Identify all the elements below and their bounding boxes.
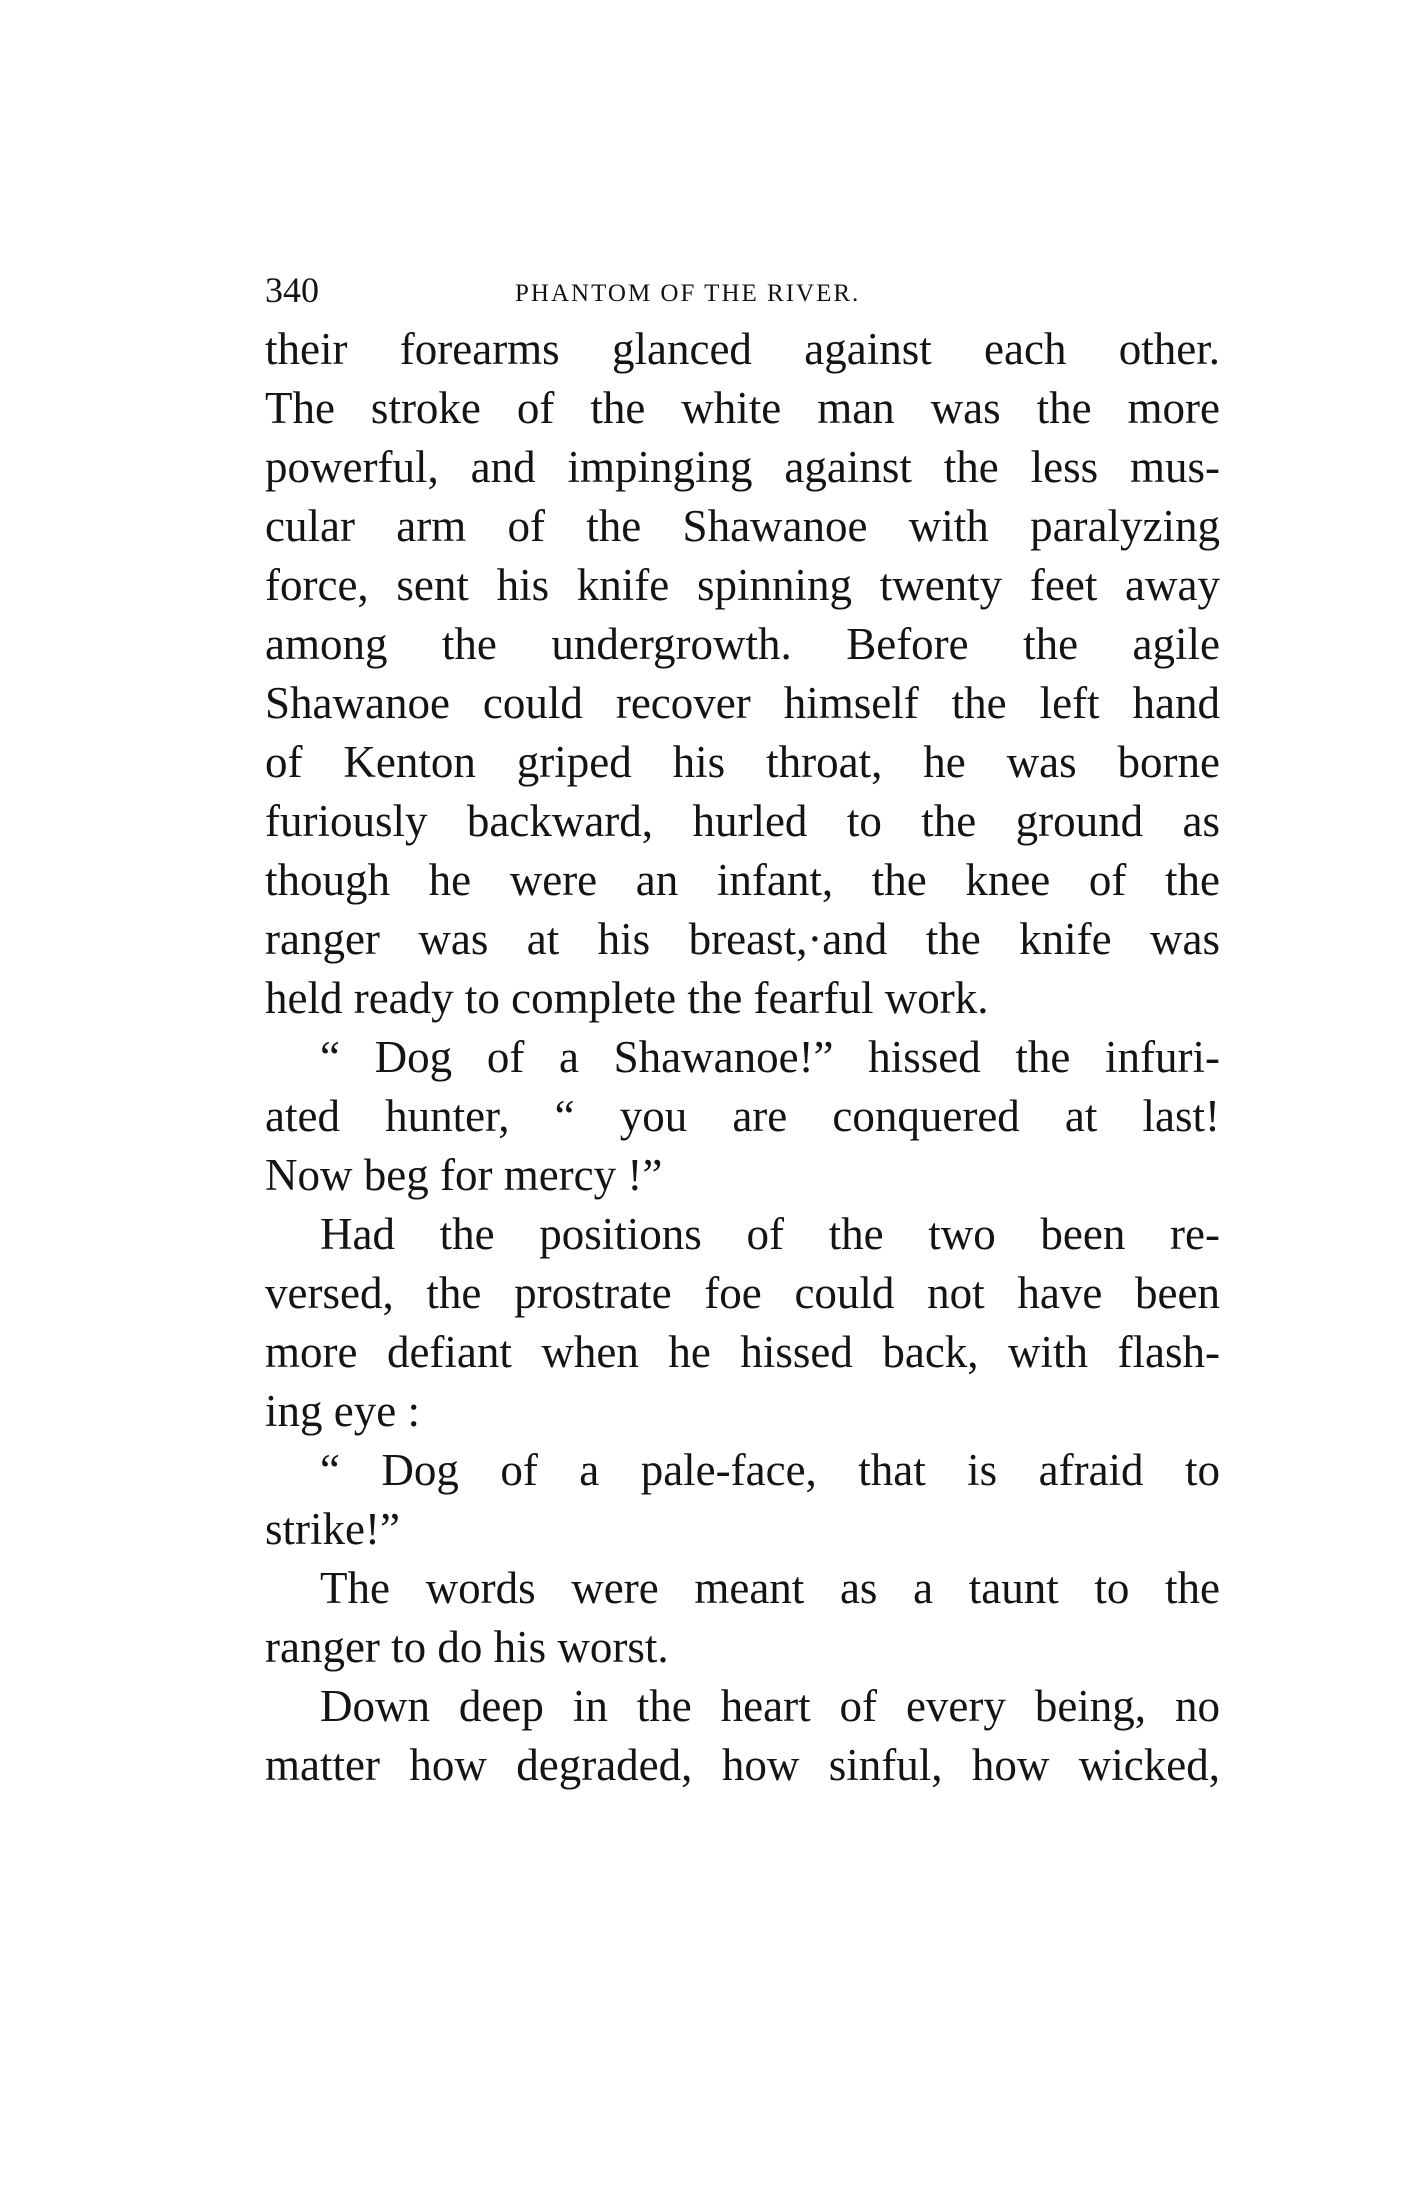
- text-line: furiously backward, hurled to the ground as: [265, 796, 1220, 846]
- text-line: ated hunter, “ you are conquered at last!: [265, 1091, 1220, 1141]
- text-line: force, sent his knife spinning twenty feet away: [265, 560, 1220, 610]
- page-number: 340: [265, 270, 319, 310]
- running-title: PHANTOM OF THE RIVER.: [515, 280, 861, 307]
- text-line: held ready to complete the fearful work.: [265, 973, 989, 1023]
- text-line: Down deep in the heart of every being, no: [320, 1681, 1220, 1731]
- text-line: cular arm of the Shawanoe with paralyzing: [265, 501, 1220, 551]
- text-line: “ Dog of a pale-face, that is afraid to: [320, 1445, 1220, 1495]
- text-line: though he were an infant, the knee of the: [265, 855, 1220, 905]
- text-line: “ Dog of a Shawanoe!” hissed the infuri-: [320, 1032, 1220, 1082]
- text-line: Had the positions of the two been re-: [320, 1209, 1220, 1259]
- text-line: strike!”: [265, 1504, 400, 1554]
- text-line: ing eye :: [265, 1386, 420, 1436]
- text-line: more defiant when he hissed back, with flash-: [265, 1327, 1220, 1377]
- running-header: [265, 260, 1220, 320]
- text-line: their forearms glanced against each other.: [265, 324, 1220, 374]
- text-line: ranger was at his breast,·and the knife was: [265, 914, 1220, 964]
- text-line: among the undergrowth. Before the agile: [265, 619, 1220, 669]
- text-line: The words were meant as a taunt to the: [320, 1563, 1220, 1613]
- text-line: ranger to do his worst.: [265, 1622, 669, 1672]
- text-line: versed, the prostrate foe could not have been: [265, 1268, 1220, 1318]
- text-line: Now beg for mercy !”: [265, 1150, 663, 1200]
- text-line: The stroke of the white man was the more: [265, 383, 1220, 433]
- body-text: [265, 320, 1220, 1795]
- text-line: Shawanoe could recover himself the left hand: [265, 678, 1220, 728]
- text-line: of Kenton griped his throat, he was borne: [265, 737, 1220, 787]
- text-line: matter how degraded, how sinful, how wicked,: [265, 1740, 1220, 1790]
- text-line: powerful, and impinging against the less mus-: [265, 442, 1220, 492]
